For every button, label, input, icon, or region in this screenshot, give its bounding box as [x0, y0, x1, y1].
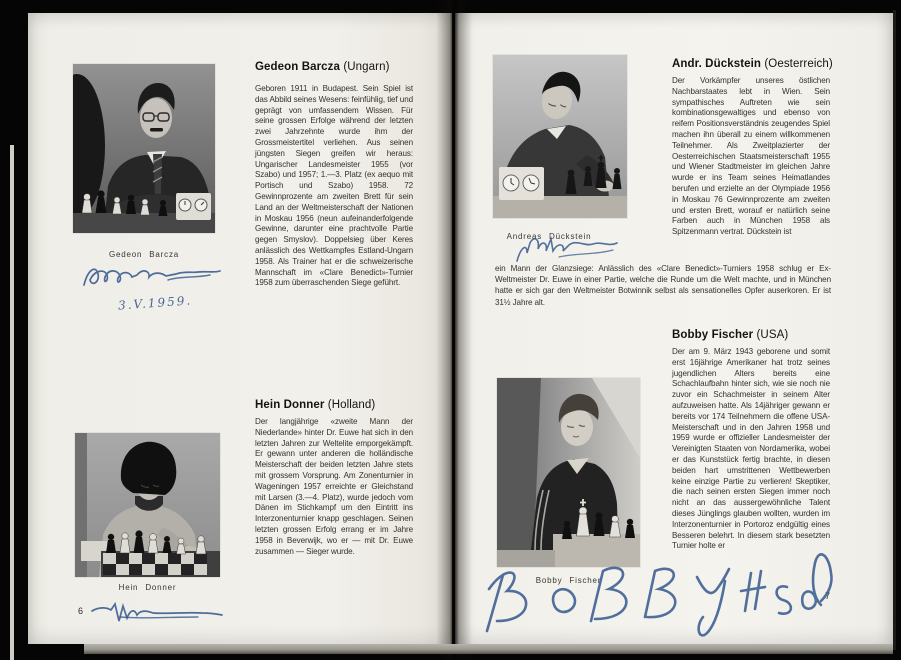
dueckstein-heading-country: (Oesterreich) [764, 58, 833, 70]
fischer-photo-caption: Bobby Fischer [535, 576, 602, 585]
donner-bio: Der langjährige «zweite Mann der Niederlande» hinter Dr. Euwe hat sich in den letzten Jahren zur Weltelite emporgekämpft. Er gewann unter anderen die holländische Meisterschaft der beiden letzten Jahre stets mit grossem Vorsprung. Am Zonenturnier in Wageningen 1957 erreichte er Gleichstand mit Larsen (3.—4. Platz), wurde jedoch vom Dänen im Stichkampf um den Eintritt ins Interzonenturnier knapp geschlagen. Seinen letzten grossen Erfolg errang er im Jahre 1958 in Beverwijk, wo er — mit Dr. Euwe zusammen — Sieger wurde. [255, 417, 413, 556]
fischer-heading [672, 329, 788, 341]
barcza-heading-name: Gedeon Barcza [255, 61, 341, 73]
barcza-signature-date: 3.V.1959. [117, 293, 193, 313]
right-page [455, 13, 893, 644]
bottom-page-edges [84, 644, 893, 654]
dueckstein-heading [672, 58, 833, 70]
fischer-bio: Der am 9. März 1943 geborene und somit erst 16jährige Amerikaner hat trotz seines jugendlichen Alters bereits eine Schachlaufbahn hinter sich, wie sie noch nie zuvor ein Schachmeister in seinem Alter aufzuweisen hatte. Als 14jähriger gewann er bereits vor 174 Teilnehmern die offene USA-Meisterschaft und in den Jahren 1958 und 1959 wurde er offizieller Landesmeister der Vereinigten Staaten von Nordamerika, wobei er das Kunststück fertig brachte, in diesen beiden hart umstrittenen Wettbewerben keine einzige Partie zu verlieren! Skeptiker, die nach seinen ersten Siegen immer noch nicht an das aussergewöhnliche Talent dieses Jünglings glauben wollten, wurden im Interzonenturnier in Portoroz endgültig eines Besseren belehrt. In diesem stark besetzten Turnier holte er [672, 347, 830, 551]
fischer-heading-name: Bobby Fischer [672, 329, 754, 341]
barcza-heading-country: (Ungarn) [343, 61, 390, 73]
fischer-photo [497, 378, 640, 567]
right-page-edge [893, 10, 896, 650]
dueckstein-photo [493, 55, 627, 218]
barcza-photo-caption: Gedeon Barcza [109, 250, 179, 259]
donner-heading [255, 399, 375, 411]
dueckstein-bio-column: Der Vorkämpfer unseres östlichen Nachbarstaates lebt in Wien. Sein sympathisches Auftreten wie sein kombinationsgewaltiges und ebenso von reifem Positionsverständnis zeugendes Spiel machen ihn überall zu einem willkommenen Teilnehmer. Als Zweitplazierter der Oesterreichischen Staatsmeisterschaft 1955 und Wiener Stadtmeister im gleichen Jahre wurde er ins Team seines Heimatlandes berufen und erzielte an der Olympiade 1956 in Moskau 76 Gewinnprozente am zweiten und ersten Brett, worauf er natürlich seine Farben auch in München 1958 als Spitzenmann vertrat. Dückstein ist [672, 76, 830, 237]
left-page [28, 13, 452, 644]
dueckstein-bio-full: ein Mann der Glanzsiege: Anlässlich des «Clare Benedict»-Turniers 1958 schlug er Ex-Weltmeister Dr. Euwe in einer Partie, welche die Runde um die Welt machte, und in München hatte er sich gar den Weltmeister Botwinnik selbst als sensationelles Opfer auserkoren. Er ist 31½ Jahre alt. [495, 264, 831, 307]
left-page-number: 6 [78, 606, 84, 616]
donner-signature-ink [90, 601, 225, 629]
donner-heading-country: (Holland) [327, 399, 376, 411]
dueckstein-photo-caption: Andreas Dückstein [506, 232, 592, 241]
barcza-heading [255, 61, 390, 73]
barcza-signature-ink [80, 261, 230, 297]
dueckstein-heading-name: Andr. Dückstein [672, 58, 762, 70]
donner-heading-name: Hein Donner [255, 399, 325, 411]
donner-photo-caption: Hein Donner [118, 583, 177, 592]
left-page-edge [10, 145, 14, 660]
donner-photo [75, 433, 220, 577]
barcza-photo [73, 64, 215, 233]
barcza-bio: Geboren 1911 in Budapest. Sein Spiel ist das Abbild seines Wesens: feinfühlig, tief und geprägt von umfassendem Wissen. Für seine grossen Erfolge während der letzten zwei Jahrzehnte wurde ihm der Grossmeistertitel verliehen. Aus seinen jüngsten Siegen greifen wir heraus: Ungarischer Landesmeister 1955 (vor Szabo) und 1957; 1.—3. Platz (ex aequo mit Portisch und Szabo) 1958. 72 Gewinnprozente am zweiten Brett für sein Land an der Weltmeisterschaft der Nationen in Moskau 1956 (neun aufeinanderfolgende Gewinne, darunter eine prachtvolle Partie gegen Smyslov). Doppelsieg über Keres anlässlich des Wettkampfes Estland-Ungarn 1958. Als Trainer hat er die schweizerische Mannschaft im «Clare Benedict»-Turnier 1958 zum überraschenden Siege geführt. [255, 84, 413, 288]
right-page-number: 7 [825, 591, 831, 601]
fischer-heading-country: (USA) [756, 329, 789, 341]
